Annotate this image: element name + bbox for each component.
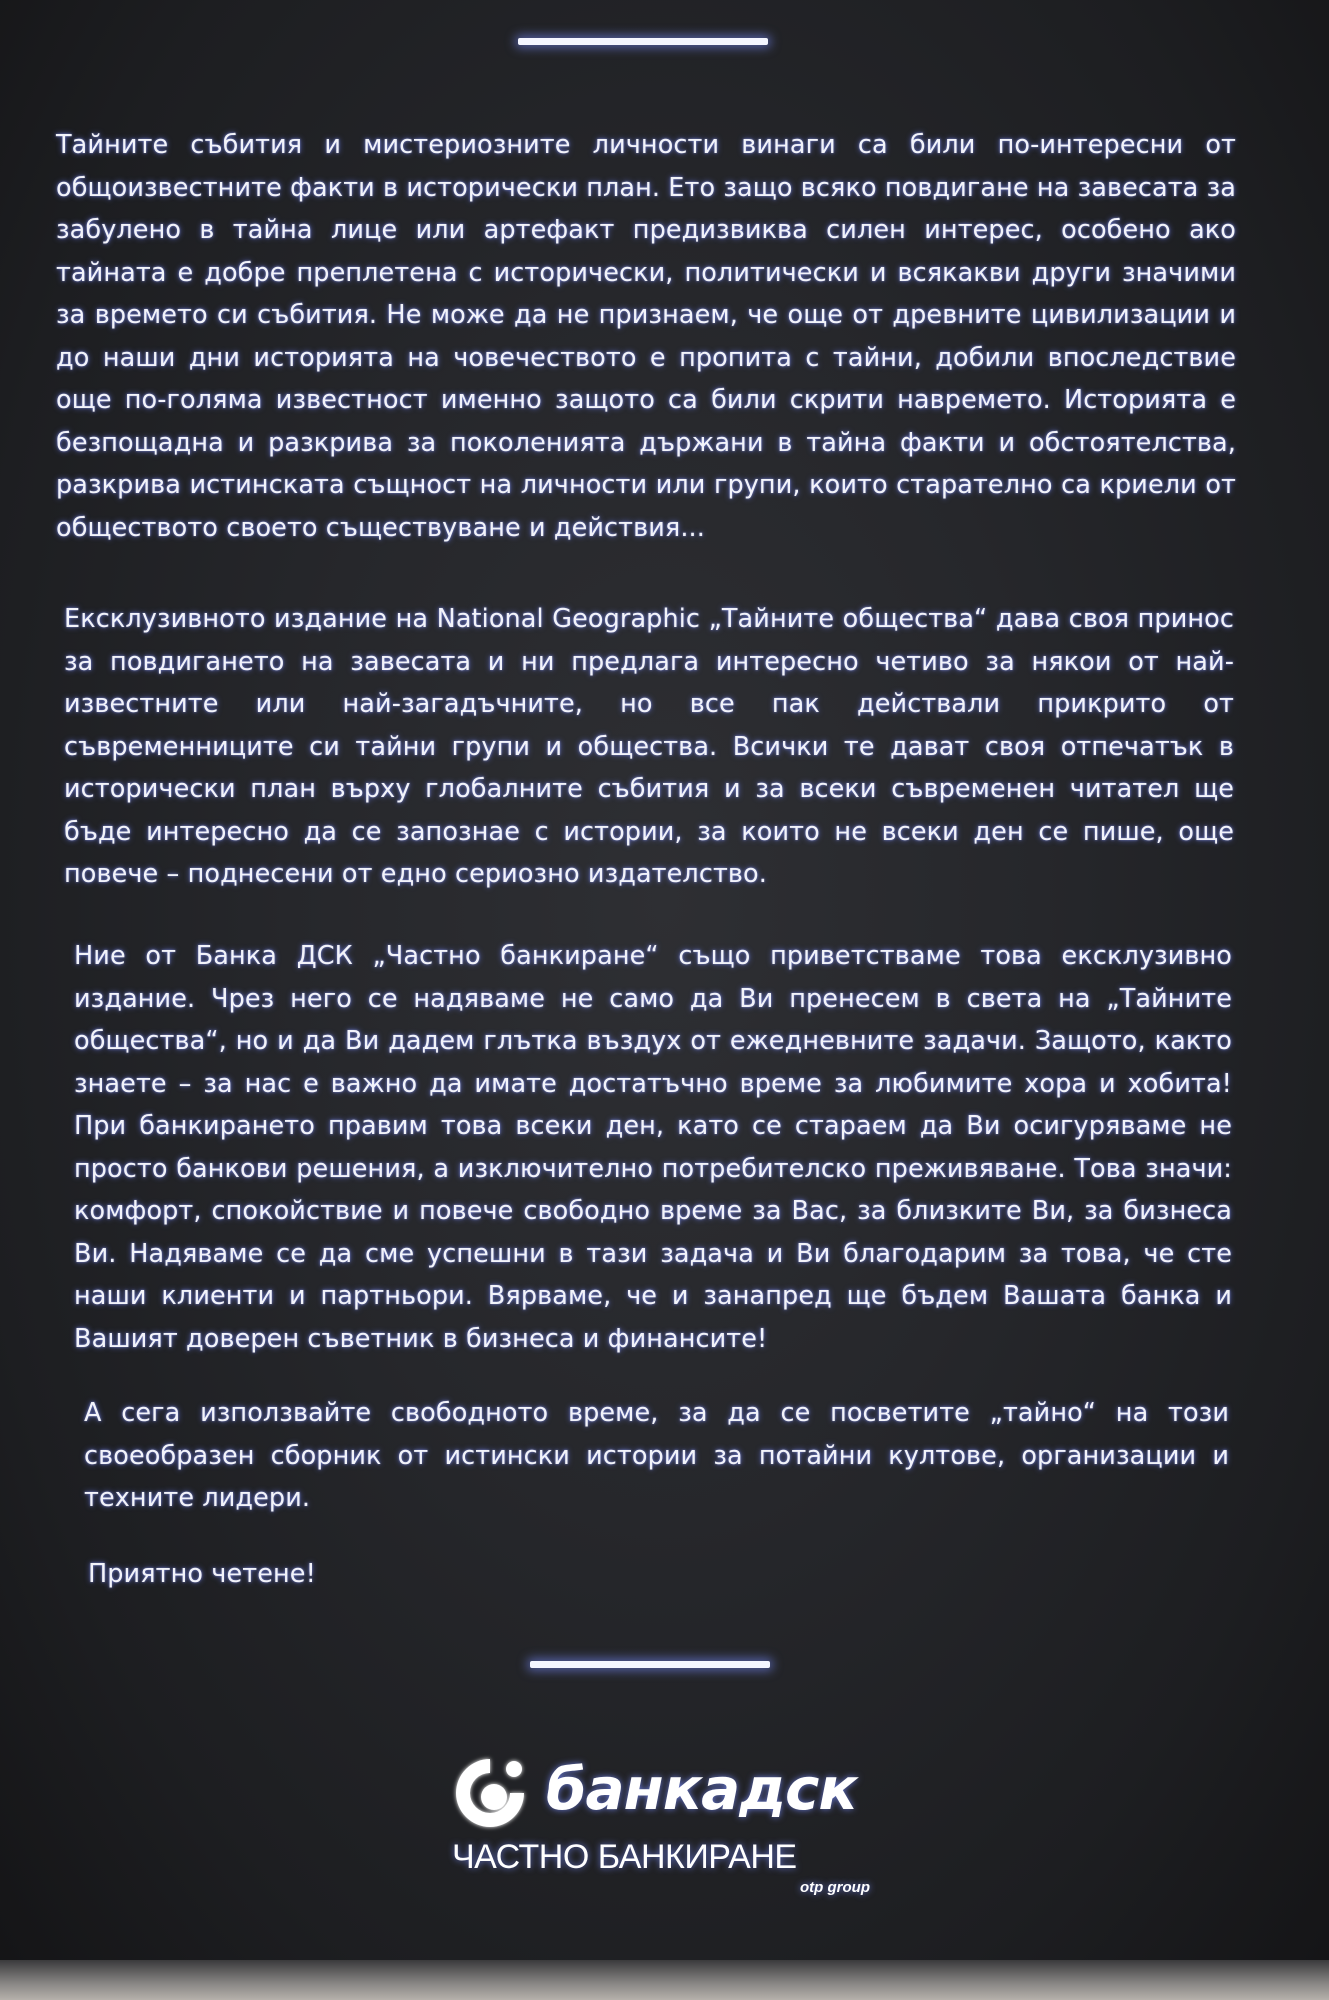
logo-subtitle: ЧАСТНО БАНКИРАНЕ xyxy=(452,1838,797,1876)
top-divider xyxy=(518,38,768,45)
paragraph-edition xyxy=(64,598,1234,896)
logo-group: otp group xyxy=(800,1879,870,1896)
logo-brand-name: банкадск xyxy=(546,1755,857,1823)
paragraph-text: Приятно четене! xyxy=(88,1559,316,1589)
paragraph-text: Ексклузивното издание на National Geographic „Тайните общества“ дава своя принос за повдигането на завесата и ни предлага интересно четиво за някои от най-известните или най-загадъчните, но все пак действали прикрито от съвременниците си тайни групи и общества. Всички те дават своя отпечатък в исторически план върху глобалните събития и за всеки съвременен читател ще бъде интересно да се запознае с истории, за които не всеки ден се пише, още повече – поднесени от едно сериозно издателство. xyxy=(64,604,1234,889)
bottom-divider xyxy=(530,1661,770,1668)
paragraph-text: А сега използвайте свободното време, за да се посветите „тайно“ на този своеобразен сборник от истински истории за потайни култове, организации и техните лидери. xyxy=(84,1398,1229,1513)
paragraph-text: Ние от Банка ДСК „Частно банкиране“ също приветстваме това ексклузивно издание. Чрез него се надяваме не само да Ви пренесем в света на „Тайните общества“, но и да Ви дадем глътка въздух от ежедневните задачи. Защото, както знаете – за нас е важно да имате достатъчно време за любимите хора и хобита! При банкирането правим това всеки ден, като се стараем да Ви осигуряваме не просто банкови решения, а изключително потребителско преживяване. Това значи: комфорт, спокойствие и повече свободно време за Вас, за близките Ви, за бизнеса Ви. Надяваме се да сме успешни в тази задача и Ви благодарим за това, че сте наши клиенти и партньори. Вярваме, че и занапред ще бъдем Вашата банка и Вашият доверен съветник в бизнеса и финансите! xyxy=(74,941,1232,1354)
paragraph-invitation xyxy=(84,1392,1229,1520)
closing-line xyxy=(88,1553,788,1596)
paragraph-text: Тайните събития и мистериозните личности винаги са били по-интересни от общоизвестните факти в исторически план. Ето защо всяко повдигане на завесата за забулено в тайна лице или артефакт предизвиква силен интерес, особено ако тайната е добре преплетена с исторически, политически и всякакви други значими за времето си събития. Не може да не признаем, че още от древните цивилизации и до наши дни историята на човечеството е пропита с тайни, добили впоследствие още по-голяма известност именно защото са били скрити навремето. Историята е безпощадна и разкрива за поколенията държани в тайна факти и обстоятелства, разкрива истинската същност на личности или групи, които старателно са криели от обществото своето съществуване и действия... xyxy=(56,130,1237,543)
paragraph-bank xyxy=(74,935,1232,1360)
paragraph-intro xyxy=(56,124,1236,549)
bank-logo xyxy=(450,1745,870,1915)
page-edge xyxy=(0,1960,1329,2000)
dsk-circle-logo-icon xyxy=(450,1753,530,1833)
